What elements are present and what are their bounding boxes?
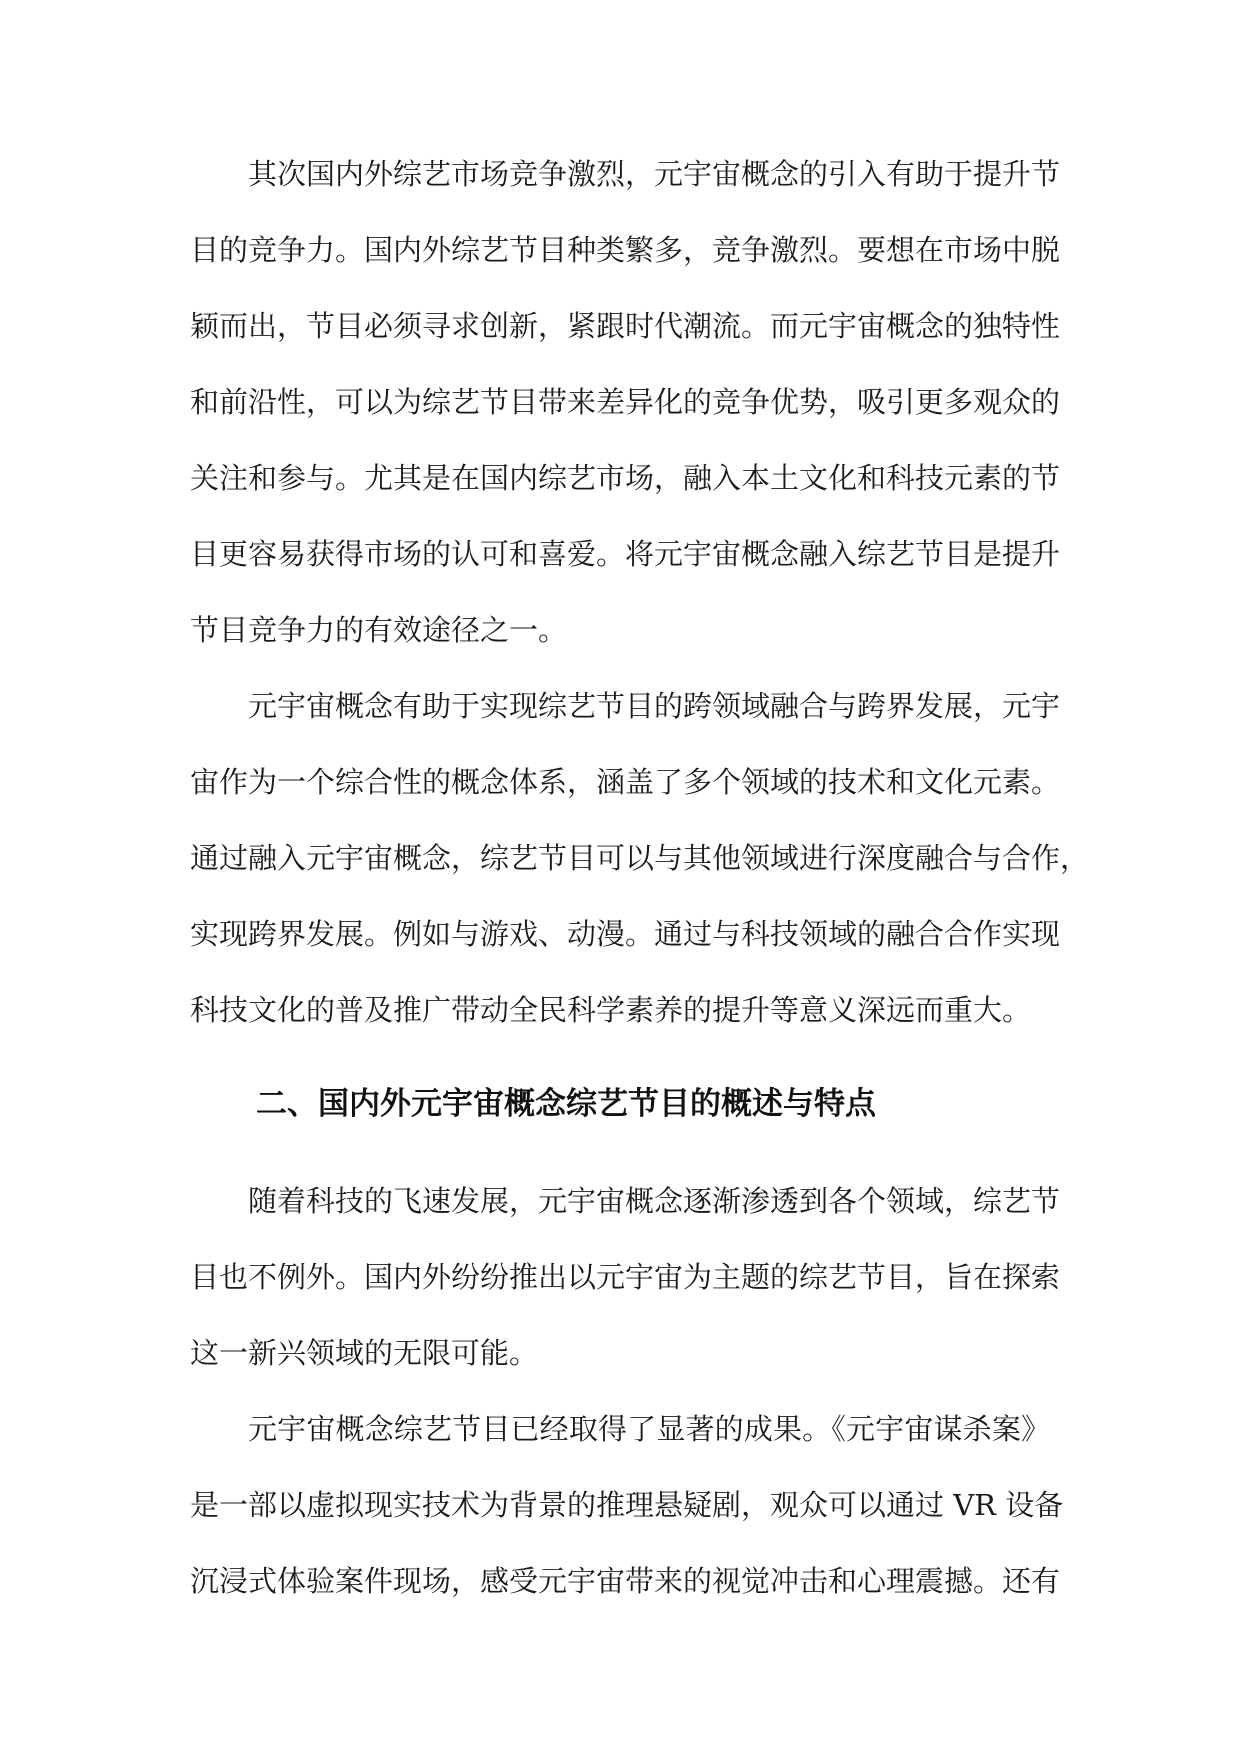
paragraph-line: 和前沿性，可以为综艺节目带来差异化的竞争优势，吸引更多观众的 — [190, 385, 1061, 419]
paragraph-line: 目也不例外。国内外纷纷推出以元宇宙为主题的综艺节目，旨在探索 — [190, 1260, 1061, 1294]
paragraph-2 — [190, 668, 1090, 1048]
paragraph-line: 节目竞争力的有效途径之一。 — [190, 613, 568, 647]
paragraph-line: 这一新兴领域的无限可能。 — [190, 1336, 539, 1370]
paragraph-line: 实现跨界发展。例如与游戏、动漫。通过与科技领域的融合合作实现 — [190, 917, 1061, 951]
paragraph-line: 目更容易获得市场的认可和喜爱。将元宇宙概念融入综艺节目是提升 — [190, 537, 1061, 571]
section-heading: 二、国内外元宇宙概念综艺节目的概述与特点 — [256, 1086, 876, 1122]
paragraph-line: 关注和参与。尤其是在国内综艺市场，融入本土文化和科技元素的节 — [190, 461, 1061, 495]
paragraph-line: 是一部以虚拟现实技术为背景的推理悬疑剧，观众可以通过 VR 设备 — [190, 1488, 1064, 1522]
paragraph-line: 目的竞争力。国内外综艺节目种类繁多，竞争激烈。要想在市场中脱 — [190, 233, 1061, 267]
paragraph-line: 通过融入元宇宙概念，综艺节目可以与其他领域进行深度融合与合作， — [190, 841, 1090, 875]
paragraph-line: 科技文化的普及推广带动全民科学素养的提升等意义深远而重大。 — [190, 993, 1032, 1027]
paragraph-line: 沉浸式体验案件现场，感受元宇宙带来的视觉冲击和心理震撼。还有 — [190, 1564, 1061, 1598]
paragraph-4 — [190, 1391, 1064, 1619]
paragraph-line: 随着科技的飞速发展，元宇宙概念逐渐渗透到各个领域，综艺节 — [248, 1184, 1061, 1218]
paragraph-line: 元宇宙概念综艺节目已经取得了显著的成果。《元宇宙谋杀案》 — [248, 1412, 1050, 1446]
paragraph-line: 颖而出，节目必须寻求创新，紧跟时代潮流。而元宇宙概念的独特性 — [190, 309, 1061, 343]
paragraph-line: 元宇宙概念有助于实现综艺节目的跨领域融合与跨界发展，元宇 — [248, 689, 1061, 723]
paragraph-line: 宙作为一个综合性的概念体系，涵盖了多个领域的技术和文化元素。 — [190, 765, 1061, 799]
paragraph-line: 其次国内外综艺市场竞争激烈，元宇宙概念的引入有助于提升节 — [248, 157, 1061, 191]
paragraph-3 — [190, 1163, 1061, 1391]
paragraph-1 — [190, 136, 1061, 668]
